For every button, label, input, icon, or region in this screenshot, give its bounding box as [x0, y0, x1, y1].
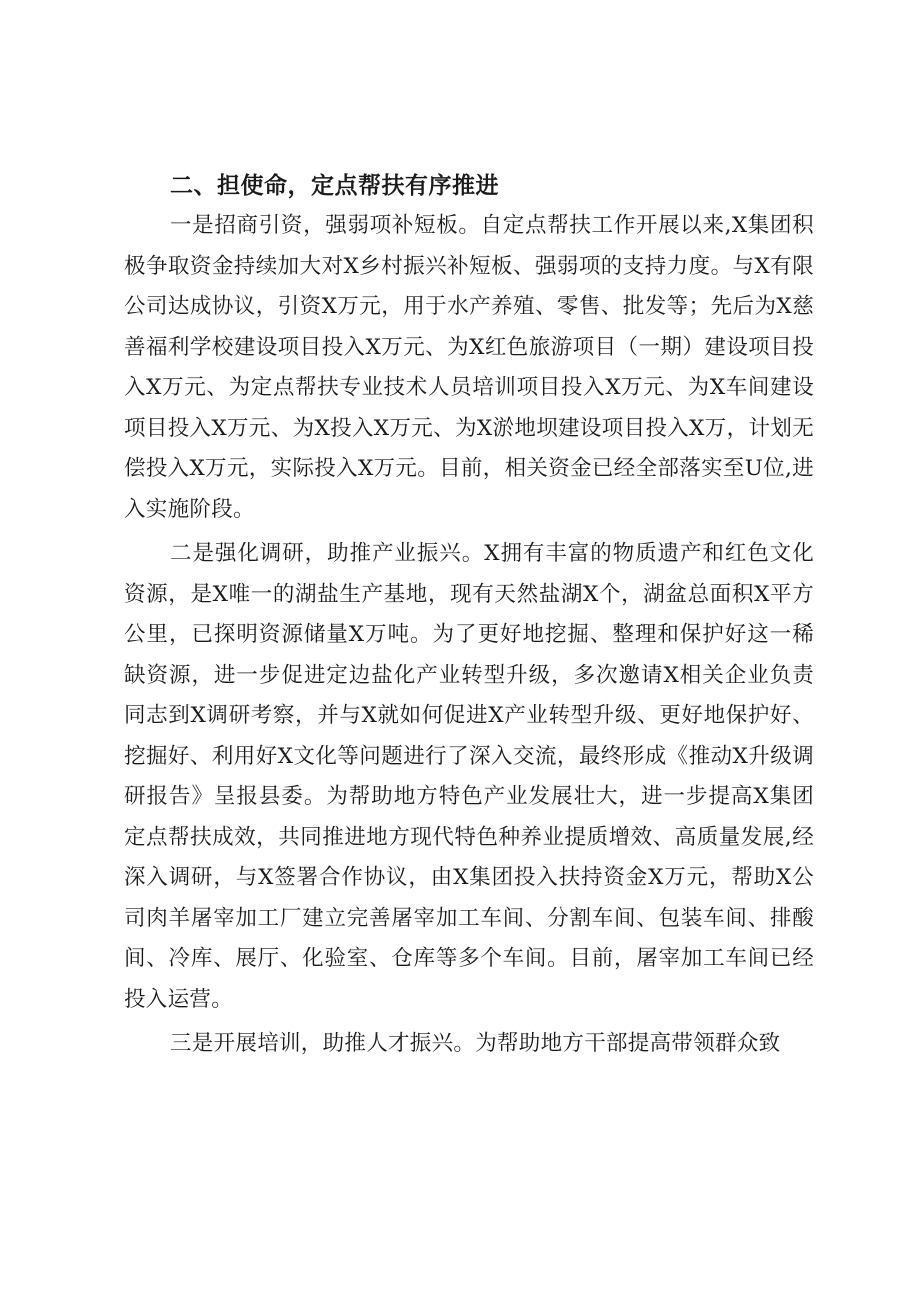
paragraph-research: 二是强化调研，助推产业振兴。X拥有丰富的物质遗产和红色文化资源，是X唯一的湖盐生产基地，现有天然盐湖X个，湖盆总面积X平方公里，已探明资源储量X万吨。为了更好地挖掘、整理和保护好这一稀缺资源，进一步促进定边盐化产业转型升级，多次邀请X相关企业负责同志到X调研考察，并与X就如何促进X产业转型升级、更好地保护好、挖掘好、利用好X文化等问题进行了深入交流，最终形成《推动X升级调研报告》呈报县委。为帮助地方特色产业发展壮大，进一步提高X集团定点帮扶成效，共同推进地方现代特色种养业提质增效、高质量发展,经深入调研，与X签署合作协议，由X集团投入扶持资金X万元，帮助X公司肉羊屠宰加工厂建立完善屠宰加工车间、分割车间、包装车间、排酸间、冷库、展厅、化验室、仓库等多个车间。目前，屠宰加工车间已经投入运营。	[124, 541, 814, 1012]
paragraph-training: 三是开展培训，助推人才振兴。为帮助地方干部提高带领群众致	[170, 1031, 781, 1056]
document-body	[124, 166, 814, 1065]
section-heading: 二、担使命，定点帮扶有序推进	[170, 173, 499, 199]
paragraph-investment: 一是招商引资，强弱项补短板。自定点帮扶工作开展以来,X集团积极争取资金持续加大对X乡村振兴补短板、强弱项的支持力度。与X有限公司达成协议，引资X万元，用于水产养殖、零售、批发等；先后为X慈善福利学校建设项目投入X万元、为X红色旅游项目（一期）建设项目投入X万元、为定点帮扶专业技术人员培训项目投入X万元、为X车间建设项目投入X万元、为X投入X万元、为X淤地坝建设项目投入X万，计划无偿投入X万元，实际投入X万元。目前，相关资金已经全部落实至U位,进入实施阶段。	[124, 213, 814, 522]
